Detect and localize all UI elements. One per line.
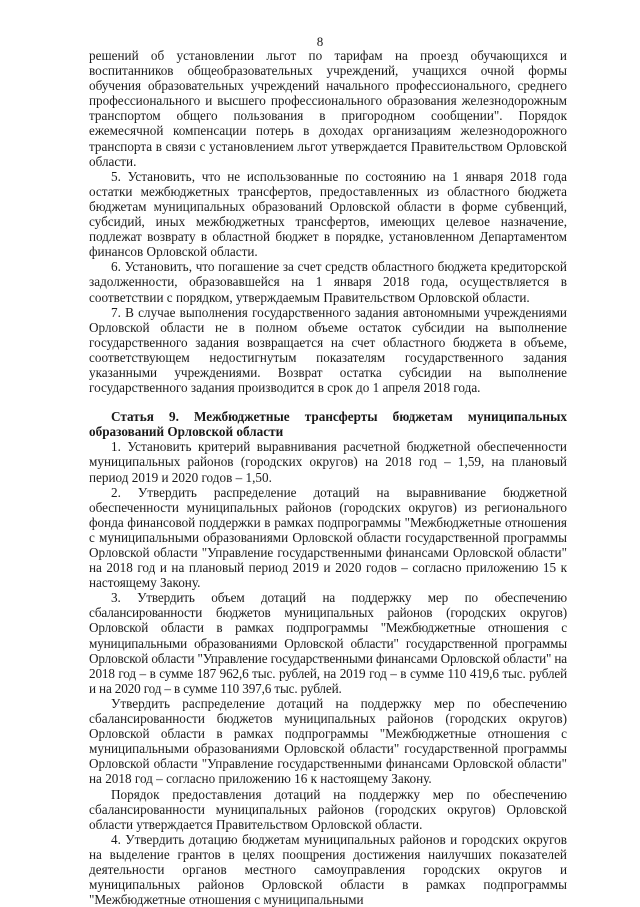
paragraph-item-6: 6. Установить, что погашение за счет средств областного бюджета кредиторской задолженности, образовавшейся на 1 января 2018 года, осуществляется в соответствии с порядком, утверждаемым Правительством Орловской области. [89,259,567,305]
paragraph-distribution: Утвердить распределение дотаций на поддержку мер по обеспечению сбалансированности бюджетов муниципальных районов (городских округов) Орловской области в рамках подпрограммы "Межбюджетные отношения с муниципальными образованиями Орловской области" государственной программы Орловской области "Управление государственными финансами Орловской области" на 2018 год – согласно приложению 16 к настоящему Закону. [89,695,567,787]
paragraph-art9-item-4: 4. Утвердить дотацию бюджетам муниципальных районов и городских округов на выделение грантов в целях поощрения достижения наилучших показателей деятельности органов местного самоуправления городских округов и муниципальных районов Орловской области в рамках подпрограммы "Межбюджетные отношения с муниципальными [89,831,567,907]
paragraph-art9-item-1: 1. Установить критерий выравнивания расчетной бюджетной обеспеченности муниципальных районов (городских округов) на 2018 год – 1,59, на плановый период 2019 и 2020 годов – 1,50. [89,439,567,485]
paragraph-continuation: решений об установлении льгот по тарифам на проезд обучающихся и воспитанников общеобразовательных учреждений, учащихся очной формы обучения образовательных учреждений начального профессионального, среднего профессионального и высшего профессионального образования железнодорожным транспортом общего пользования в пригородном сообщении". Порядок ежемесячной компенсации потерь в доходах организациям железнодорожного транспорта в связи с установлением льгот утверждается Правительством Орловской области. [89,48,567,169]
paragraph-art9-item-2: 2. Утвердить распределение дотаций на выравнивание бюджетной обеспеченности муниципальных районов (городских округов) из регионального фонда финансовой поддержки в рамках подпрограммы "Межбюджетные отношения с муниципальными образованиями Орловской области государственной программы Орловской области "Управление государственными финансами Орловской области" на 2018 год и на плановый период 2019 и 2020 годов – согласно приложению 15 к настоящему Закону. [89,484,567,591]
article-heading: Статья 9. Межбюджетные трансферты бюджетам муниципальных образований Орловской области [89,409,567,440]
document-body [89,48,567,907]
paragraph-art9-item-3: 3. Утвердить объем дотаций на поддержку мер по обеспечению сбалансированности бюджетов муниципальных районов (городских округов) Орловской области в рамках подпрограммы "Межбюджетные отношения с муниципальными образованиями Орловской области" государственной программы Орловской области "Управление государственными финансами Орловской области" на 2018 год – в сумме 187 962,6 тыс. рублей, на 2019 год – в сумме 110 419,6 тыс. рублей и на 2020 год – в сумме 110 397,6 тыс. рублей. [89,590,567,696]
paragraph-item-5: 5. Установить, что не использованные по состоянию на 1 января 2018 года остатки межбюджетных трансфертов, предоставленных из областного бюджета бюджетам муниципальных образований Орловской области в форме субвенций, субсидий, иных межбюджетных трансфертов, имеющих целевое назначение, подлежат возврату в областной бюджет в порядке, установленном Департаментом финансов Орловской области. [89,168,567,260]
page-number: 8 [316,34,324,49]
paragraph-item-7: 7. В случае выполнения государственного задания автономными учреждениями Орловской области не в полном объеме остаток субсидии на выполнение государственного задания возвращается на счет областного бюджета в объеме, соответствующем недостигнутым показателям государственного задания указанными учреждениями. Возврат остатка субсидии на выполнение государственного задания производится в срок до 1 апреля 2018 года. [89,304,567,396]
paragraph-procedure: Порядок предоставления дотаций на поддержку мер по обеспечению сбалансированности муниципальных районов (городских округов) Орловской области утверждается Правительством Орловской области. [89,786,567,832]
